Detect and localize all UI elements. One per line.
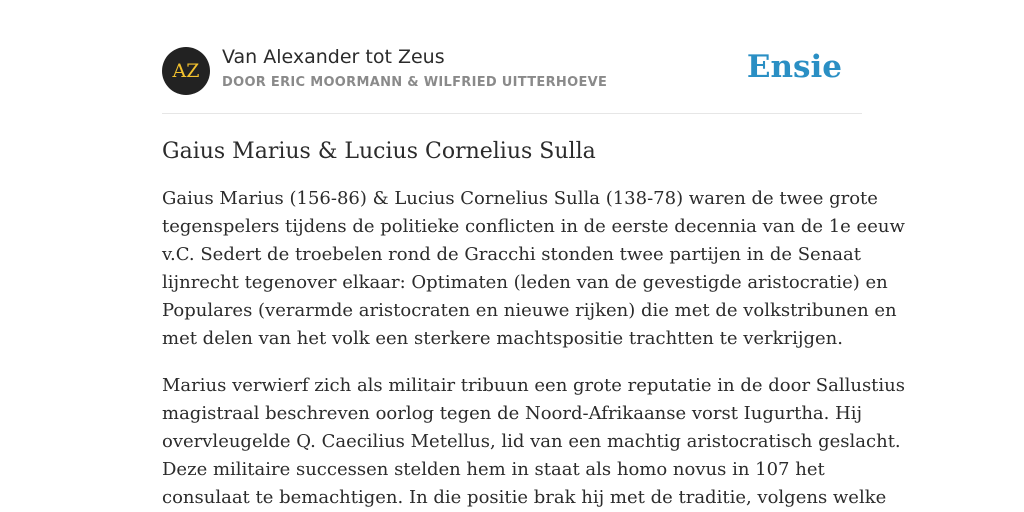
paragraph-line: magistraal beschreven oorlog tegen de Noord-Afrikaanse vorst Iugurtha. Hij <box>162 403 863 424</box>
book-author: DOOR ERIC MOORMANN & WILFRIED UITTERHOEVE <box>222 75 608 90</box>
paragraph-line: Gaius Marius (156-86) & Lucius Cornelius Sulla (138-78) waren de twee grote <box>162 188 878 209</box>
paragraph-line: consulaat te bemachtigen. In die positie brak hij met de traditie, volgens welke <box>162 487 887 508</box>
paragraph-line: Marius verwierf zich als militair tribuun een grote reputatie in de door Sallustius <box>162 375 906 396</box>
article-paragraph <box>162 185 905 353</box>
author-avatar[interactable]: AZ <box>162 47 210 95</box>
paragraph-line: lijnrecht tegenover elkaar: Optimaten (leden van de gevestigde aristocratie) en <box>162 272 888 293</box>
book-header <box>162 46 862 96</box>
article-paragraph <box>162 372 906 512</box>
paragraph-line: Deze militaire successen stelden hem in staat als homo novus in 107 het <box>162 459 825 480</box>
book-title[interactable]: Van Alexander tot Zeus <box>222 46 445 68</box>
header-divider <box>162 113 862 114</box>
article-title: Gaius Marius & Lucius Cornelius Sulla <box>162 139 596 164</box>
paragraph-line: Populares (verarmde aristocraten en nieuwe rijken) die met de volkstribunen en <box>162 300 897 321</box>
paragraph-line: met delen van het volk een sterkere machtspositie trachtten te verkrijgen. <box>162 328 843 349</box>
paragraph-line: overvleugelde Q. Caecilius Metellus, lid van een machtig aristocratisch geslacht. <box>162 431 901 452</box>
paragraph-line: v.C. Sedert de troebelen rond de Gracchi stonden twee partijen in de Senaat <box>162 244 861 265</box>
brand-logo[interactable]: Ensie <box>746 49 842 85</box>
paragraph-line: tegenspelers tijdens de politieke conflicten in de eerste decennia van de 1e eeuw <box>162 216 905 237</box>
article <box>162 136 906 512</box>
